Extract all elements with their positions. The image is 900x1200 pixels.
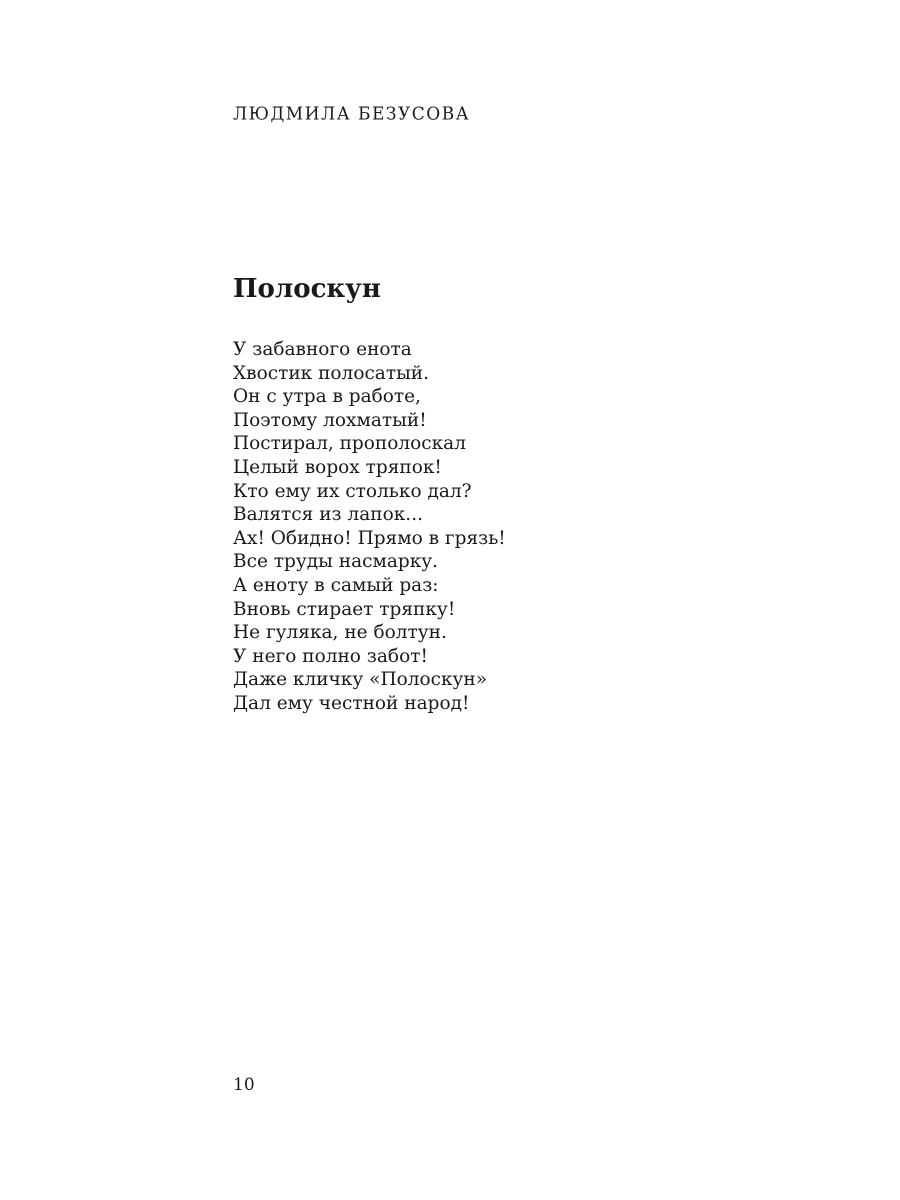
poem-line: Целый ворох тряпок!: [233, 456, 442, 478]
poem-line: Не гуляка, не болтун.: [233, 622, 447, 644]
poem-line: Ах! Обидно! Прямо в грязь!: [233, 527, 506, 549]
poem-line: Все труды насмарку.: [233, 551, 439, 573]
poem-line: Дал ему честной народ!: [233, 692, 470, 714]
poem-line: Постирал, прополоскал: [233, 433, 466, 455]
poem-line: У него полно забот!: [233, 645, 428, 667]
poem-line: Кто ему их столько дал?: [233, 480, 472, 502]
poem-line: Поэтому лохматый!: [233, 409, 427, 431]
poem-line: У забавного енота: [233, 339, 412, 360]
poem-line: А еноту в самый раз:: [233, 574, 439, 596]
poem-line: Даже кличку «Полоскун»: [233, 669, 488, 691]
poem-body: [233, 338, 506, 716]
poem-line: Хвостик полосатый.: [233, 362, 430, 384]
running-head-author: ЛЮДМИЛА БЕЗУСОВА: [233, 104, 471, 125]
poem-line: Вновь стирает тряпку!: [233, 598, 456, 620]
page-number: 10: [233, 1075, 255, 1095]
poem-title: Полоскун: [233, 274, 381, 304]
poem-line: Он с утра в работе,: [233, 386, 421, 408]
poem-line: Валятся из лапок...: [233, 504, 423, 526]
